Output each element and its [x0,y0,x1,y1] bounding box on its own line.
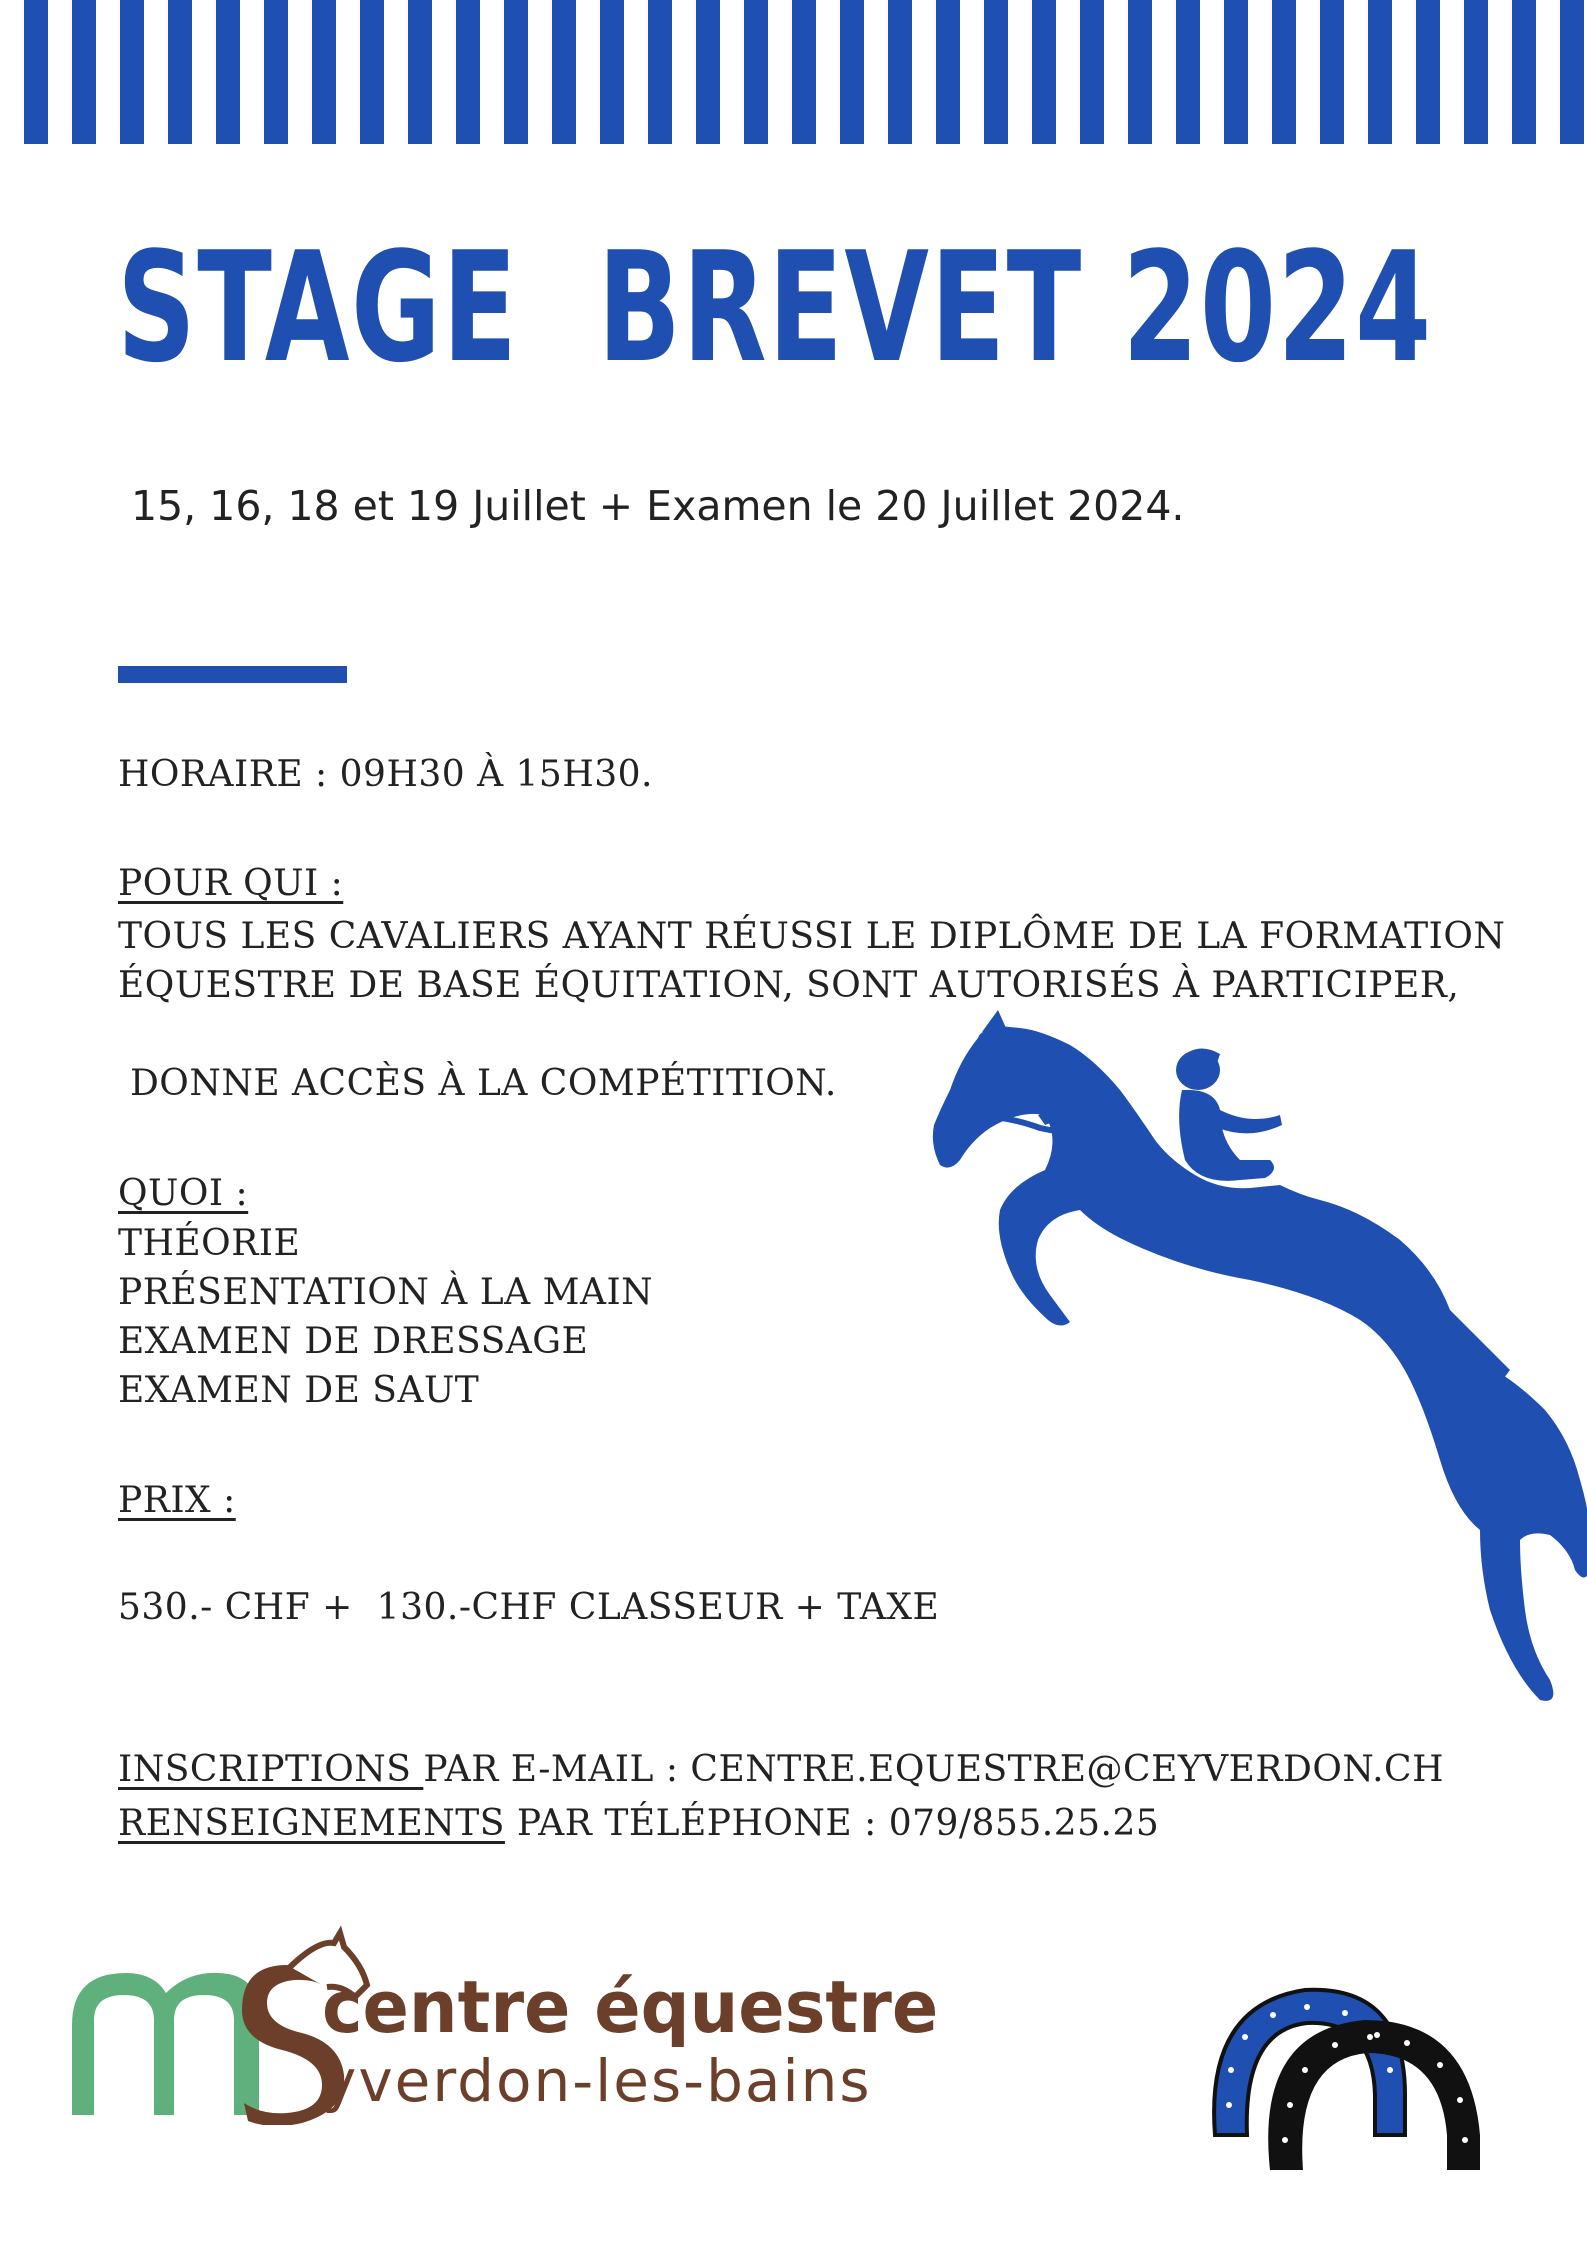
schedule-text: HORAIRE : 09H30 À 15H30. [118,754,653,795]
price-text: 530.- CHF + 130.-CHF CLASSEUR + TAXE [118,1587,940,1628]
renseignements-phone: PAR TÉLÉPHONE : 079/855.25.25 [504,1803,1160,1844]
striped-banner [0,0,1587,144]
inscriptions-line [118,1748,1444,1791]
eligibility-line-1: TOUS LES CAVALIERS AYANT RÉUSSI LE DIPLÔME DE LA FORMATION [118,916,1506,957]
centre-equestre-logo [72,1925,972,2125]
renseignements-line [118,1802,1159,1845]
quoi-heading: QUOI : [118,1173,249,1214]
pour-qui-heading: POUR QUI : [118,863,344,904]
logo-line-2: yverdon-les-bains [322,2047,872,2115]
accent-divider [118,666,347,683]
list-item: EXAMEN DE DRESSAGE [118,1321,589,1362]
prix-heading: PRIX : [118,1480,236,1521]
list-item: EXAMEN DE SAUT [118,1370,480,1411]
jumping-horse-icon [920,1010,1587,1710]
horseshoe-icon [1195,1935,1495,2235]
list-item: THÉORIE [118,1223,301,1264]
logo-line-1: centre équestre [322,1965,939,2049]
event-dates: 15, 16, 18 et 19 Juillet + Examen le 20 Juillet 2024. [131,482,1185,530]
list-item: PRÉSENTATION À LA MAIN [118,1272,654,1313]
page-title: STAGE BREVET 2024 [117,219,1433,396]
eligibility-line-2: ÉQUESTRE DE BASE ÉQUITATION, SONT AUTORISÉS À PARTICIPER, [118,965,1460,1006]
inscriptions-label: INSCRIPTIONS [118,1749,424,1790]
renseignements-label: RENSEIGNEMENTS [118,1803,505,1844]
competition-note: DONNE ACCÈS À LA COMPÉTITION. [118,1063,837,1104]
inscriptions-email: PAR E-MAIL : CENTRE.EQUESTRE@CEYVERDON.CH [423,1749,1444,1790]
